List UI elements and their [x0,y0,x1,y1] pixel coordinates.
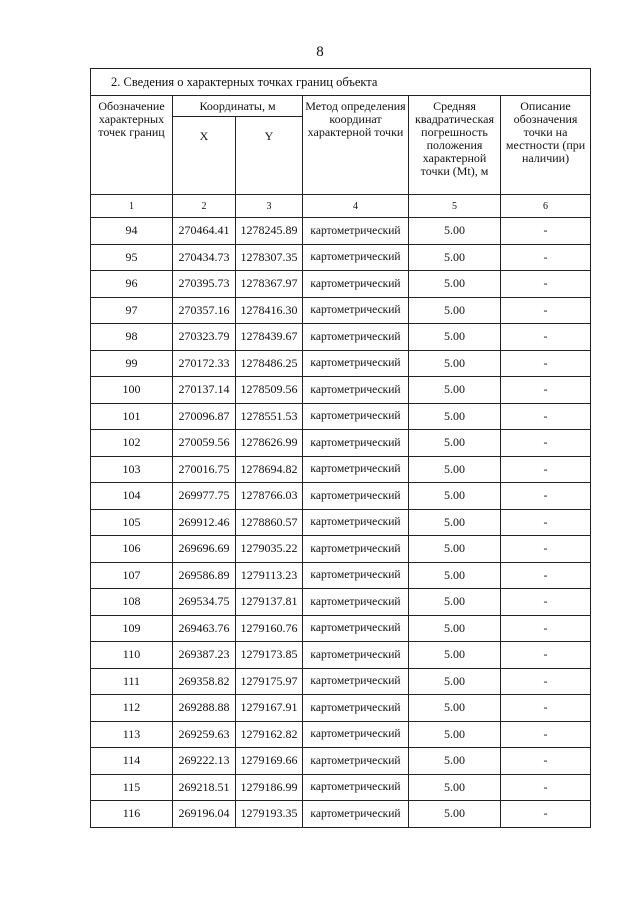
point-number-cell: 94 [91,218,173,245]
y-coordinate-cell: 1279162.82 [236,721,303,748]
point-number-cell: 104 [91,483,173,510]
method-cell: картометрический [303,748,409,775]
point-number-cell: 102 [91,430,173,457]
y-coordinate-cell: 1279160.76 [236,615,303,642]
x-coordinate-cell: 270395.73 [173,271,236,298]
description-cell: - [501,801,591,828]
method-cell: картометрический [303,218,409,245]
error-cell: 5.00 [409,695,501,722]
section-title: 2. Сведения о характерных точках границ объекта [91,69,591,96]
table-row [91,774,591,801]
description-cell: - [501,324,591,351]
table-row [91,324,591,351]
x-coordinate-cell: 270016.75 [173,456,236,483]
table-row [91,483,591,510]
y-coordinate-cell: 1279169.66 [236,748,303,775]
header-method: Метод определения координат характерной точки [303,96,409,195]
table-row [91,748,591,775]
method-cell: картометрический [303,536,409,563]
table-row [91,456,591,483]
method-cell: картометрический [303,297,409,324]
method-cell: картометрический [303,483,409,510]
point-number-cell: 105 [91,509,173,536]
description-cell: - [501,615,591,642]
point-number-cell: 108 [91,589,173,616]
description-cell: - [501,748,591,775]
point-number-cell: 103 [91,456,173,483]
table-row [91,244,591,271]
error-cell: 5.00 [409,721,501,748]
error-cell: 5.00 [409,244,501,271]
table-row [91,297,591,324]
method-cell: картометрический [303,695,409,722]
x-coordinate-cell: 269196.04 [173,801,236,828]
table-row [91,589,591,616]
description-cell: - [501,297,591,324]
x-coordinate-cell: 269586.89 [173,562,236,589]
description-cell: - [501,403,591,430]
x-coordinate-cell: 270323.79 [173,324,236,351]
column-number: 5 [409,195,501,218]
description-cell: - [501,377,591,404]
description-cell: - [501,350,591,377]
y-coordinate-cell: 1278509.56 [236,377,303,404]
x-coordinate-cell: 269977.75 [173,483,236,510]
x-coordinate-cell: 269534.75 [173,589,236,616]
table-body [91,218,591,828]
x-coordinate-cell: 269222.13 [173,748,236,775]
header-description: Описание обозначения точки на местности (при наличии) [501,96,591,195]
point-number-cell: 111 [91,668,173,695]
error-cell: 5.00 [409,377,501,404]
error-cell: 5.00 [409,271,501,298]
method-cell: картометрический [303,271,409,298]
description-cell: - [501,589,591,616]
method-cell: картометрический [303,668,409,695]
point-number-cell: 99 [91,350,173,377]
column-number: 1 [91,195,173,218]
method-cell: картометрический [303,403,409,430]
error-cell: 5.00 [409,350,501,377]
y-coordinate-cell: 1278416.30 [236,297,303,324]
table-row [91,218,591,245]
point-number-cell: 95 [91,244,173,271]
error-cell: 5.00 [409,403,501,430]
x-coordinate-cell: 269696.69 [173,536,236,563]
error-cell: 5.00 [409,297,501,324]
error-cell: 5.00 [409,536,501,563]
description-cell: - [501,668,591,695]
table-row [91,615,591,642]
error-cell: 5.00 [409,668,501,695]
column-number: 2 [173,195,236,218]
y-coordinate-cell: 1279113.23 [236,562,303,589]
point-number-cell: 115 [91,774,173,801]
table-row [91,668,591,695]
table-row [91,403,591,430]
error-cell: 5.00 [409,324,501,351]
boundary-points-table [90,68,591,828]
y-coordinate-cell: 1278307.35 [236,244,303,271]
table-row [91,642,591,669]
point-number-cell: 114 [91,748,173,775]
point-number-cell: 107 [91,562,173,589]
method-cell: картометрический [303,562,409,589]
error-cell: 5.00 [409,774,501,801]
method-cell: картометрический [303,324,409,351]
x-coordinate-cell: 270172.33 [173,350,236,377]
point-number-cell: 116 [91,801,173,828]
header-designation: Обозначение характерных точек границ [91,96,173,195]
x-coordinate-cell: 269463.76 [173,615,236,642]
error-cell: 5.00 [409,642,501,669]
error-cell: 5.00 [409,430,501,457]
y-coordinate-cell: 1278551.53 [236,403,303,430]
error-cell: 5.00 [409,218,501,245]
method-cell: картометрический [303,377,409,404]
x-coordinate-cell: 269912.46 [173,509,236,536]
point-number-cell: 106 [91,536,173,563]
y-coordinate-cell: 1279193.35 [236,801,303,828]
y-coordinate-cell: 1279186.99 [236,774,303,801]
x-coordinate-cell: 269259.63 [173,721,236,748]
method-cell: картометрический [303,350,409,377]
description-cell: - [501,244,591,271]
description-cell: - [501,536,591,563]
y-coordinate-cell: 1278367.97 [236,271,303,298]
point-number-cell: 110 [91,642,173,669]
description-cell: - [501,642,591,669]
x-coordinate-cell: 270059.56 [173,430,236,457]
error-cell: 5.00 [409,801,501,828]
point-number-cell: 101 [91,403,173,430]
y-coordinate-cell: 1278860.57 [236,509,303,536]
description-cell: - [501,271,591,298]
error-cell: 5.00 [409,589,501,616]
y-coordinate-cell: 1278626.99 [236,430,303,457]
error-cell: 5.00 [409,748,501,775]
method-cell: картометрический [303,589,409,616]
error-cell: 5.00 [409,456,501,483]
y-coordinate-cell: 1278439.67 [236,324,303,351]
table-row [91,562,591,589]
point-number-cell: 112 [91,695,173,722]
description-cell: - [501,721,591,748]
column-number: 4 [303,195,409,218]
error-cell: 5.00 [409,509,501,536]
table-row [91,377,591,404]
x-coordinate-cell: 270464.41 [173,218,236,245]
error-cell: 5.00 [409,562,501,589]
description-cell: - [501,774,591,801]
y-coordinate-cell: 1278766.03 [236,483,303,510]
method-cell: картометрический [303,430,409,457]
x-coordinate-cell: 269288.88 [173,695,236,722]
header-error: Средняя квадратическая погрешность положения характерной точки (Mt), м [409,96,501,195]
method-cell: картометрический [303,509,409,536]
table-row [91,801,591,828]
description-cell: - [501,483,591,510]
y-coordinate-cell: 1279167.91 [236,695,303,722]
description-cell: - [501,509,591,536]
description-cell: - [501,456,591,483]
header-x: X [173,117,236,195]
column-number: 3 [236,195,303,218]
point-number-cell: 100 [91,377,173,404]
x-coordinate-cell: 269218.51 [173,774,236,801]
table-row [91,536,591,563]
x-coordinate-cell: 269358.82 [173,668,236,695]
point-number-cell: 113 [91,721,173,748]
header-coordinates: Координаты, м [173,96,303,117]
description-cell: - [501,218,591,245]
point-number-cell: 96 [91,271,173,298]
column-number: 6 [501,195,591,218]
method-cell: картометрический [303,642,409,669]
description-cell: - [501,430,591,457]
y-coordinate-cell: 1279137.81 [236,589,303,616]
method-cell: картометрический [303,456,409,483]
method-cell: картометрический [303,801,409,828]
x-coordinate-cell: 269387.23 [173,642,236,669]
y-coordinate-cell: 1278486.25 [236,350,303,377]
table-row [91,721,591,748]
header-y: Y [236,117,303,195]
y-coordinate-cell: 1279175.97 [236,668,303,695]
error-cell: 5.00 [409,483,501,510]
table-row [91,509,591,536]
page-number: 8 [316,44,324,60]
description-cell: - [501,695,591,722]
y-coordinate-cell: 1279173.85 [236,642,303,669]
error-cell: 5.00 [409,615,501,642]
table-row [91,271,591,298]
method-cell: картометрический [303,244,409,271]
point-number-cell: 97 [91,297,173,324]
table-row [91,430,591,457]
x-coordinate-cell: 270137.14 [173,377,236,404]
point-number-cell: 98 [91,324,173,351]
point-number-cell: 109 [91,615,173,642]
description-cell: - [501,562,591,589]
x-coordinate-cell: 270096.87 [173,403,236,430]
y-coordinate-cell: 1279035.22 [236,536,303,563]
method-cell: картометрический [303,774,409,801]
x-coordinate-cell: 270434.73 [173,244,236,271]
method-cell: картометрический [303,721,409,748]
y-coordinate-cell: 1278245.89 [236,218,303,245]
table-row [91,350,591,377]
method-cell: картометрический [303,615,409,642]
y-coordinate-cell: 1278694.82 [236,456,303,483]
x-coordinate-cell: 270357.16 [173,297,236,324]
table-row [91,695,591,722]
